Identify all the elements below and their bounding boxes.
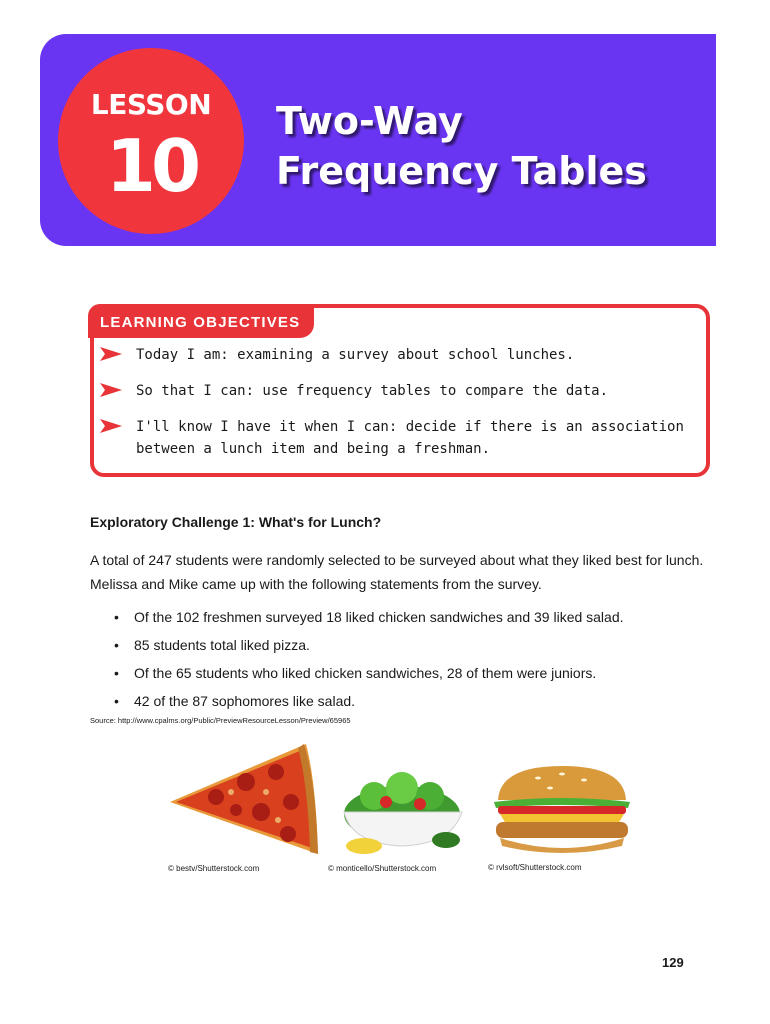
salad-credit: © monticello/Shutterstock.com — [328, 864, 437, 873]
arrow-icon — [100, 383, 122, 397]
challenge-heading: Exploratory Challenge 1: What's for Lunch? — [90, 514, 382, 530]
learning-objectives-header: LEARNING OBJECTIVES — [88, 304, 314, 338]
list-item: • 85 students total liked pizza. — [118, 632, 624, 660]
objective-text: So that I can: use frequency tables to compare the data. — [136, 383, 609, 399]
objective-text: Today I am: examining a survey about school lunches. — [136, 347, 575, 363]
source-citation: Source: http://www.cpalms.org/Public/PreviewResourceLesson/Preview/65965 — [90, 716, 351, 725]
list-item: • Of the 65 students who liked chicken sandwiches, 28 of them were juniors. — [118, 660, 624, 688]
lesson-title-line2: Frequency Tables — [276, 149, 647, 193]
lesson-title-line1: Two-Way — [276, 99, 463, 143]
arrow-icon — [100, 347, 122, 361]
salad-image — [334, 762, 474, 858]
statement-list — [118, 604, 624, 716]
pizza-image — [166, 742, 326, 860]
list-item: • 42 of the 87 sophomores like salad. — [118, 688, 624, 716]
lesson-label: LESSON — [90, 88, 212, 121]
objective-text: I'll know I have it when I can: decide if there is an association between a lunch item and being a freshman. — [136, 419, 684, 457]
list-item: • Of the 102 freshmen surveyed 18 liked chicken sandwiches and 39 liked salad. — [118, 604, 624, 632]
page-number: 129 — [662, 955, 684, 970]
lesson-title — [276, 96, 647, 196]
challenge-intro: A total of 247 students were randomly selected to be surveyed about what they liked best for lunch. Melissa and Mike came up with the following statements from the survey. — [90, 552, 704, 592]
burger-image — [488, 762, 636, 858]
pizza-credit: © bestv/Shutterstock.com — [168, 864, 260, 873]
lesson-badge — [58, 48, 244, 234]
lesson-number: 10 — [105, 124, 197, 208]
arrow-icon — [100, 419, 122, 433]
burger-credit: © rvlsoft/Shutterstock.com — [488, 863, 582, 872]
